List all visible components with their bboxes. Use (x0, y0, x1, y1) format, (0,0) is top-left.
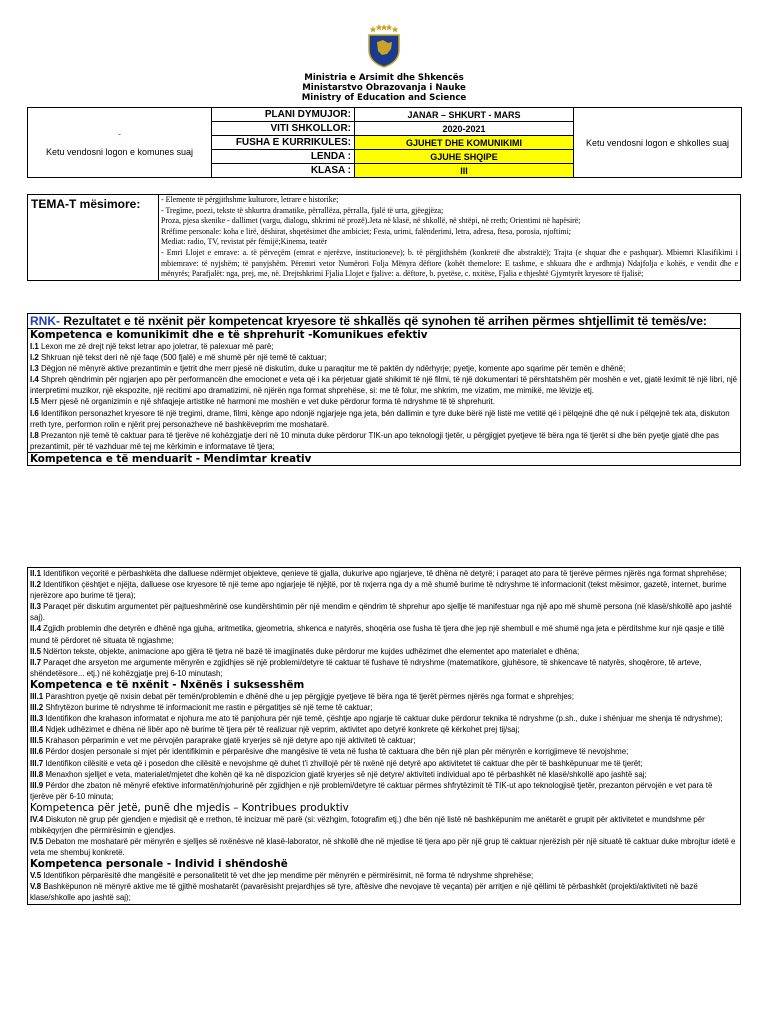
competence-heading: Kompetenca për jetë, punë dhe mjedis – Kontribues produktiv (30, 801, 349, 814)
outcome-text: Merr pjesë në organizimin e një shfaqjeje artistike në harmoni me moshën e vet duke përdorur forma të ndryshme të të shprehurit. (38, 397, 495, 407)
plan-info-table (27, 107, 742, 178)
outcome-item (30, 601, 738, 623)
rnk-prefix: RNK- (30, 314, 60, 328)
outcome-code: III.4 (30, 725, 44, 735)
outcome-text: Dëgjon në mënyrë aktive prezantimin e tjetrit dhe merr pjesë në diskutim, duke u paraqitur me të paktën dy ndërhyrje; pyetje, komente apo sqarime për temën e dhënë; (38, 364, 626, 374)
outcome-item (30, 396, 738, 407)
outcome-item (30, 769, 738, 780)
outcome-code: III.6 (30, 747, 44, 757)
outcome-item (30, 691, 738, 702)
outcome-item (30, 374, 738, 396)
outcome-code: II.7 (30, 657, 41, 667)
outcome-item (30, 870, 738, 881)
outcome-code: I.6 (30, 408, 39, 418)
school-logo-placeholder (574, 108, 742, 178)
curriculum-field-label: FUSHA E KURRIKULES: (212, 136, 355, 150)
outcome-text: Përdor dhe zbaton në mënyrë efektive informatën/njohurinë për zgjidhjen e një problemi/detyre të caktuar përmes shfrytëzimit të TIK-ut apo teknologjisë tjetër, prezanton përvojën e vet para të tjerëve për 6-10 minuta; (30, 780, 713, 801)
outcome-text: Përdor dosjen personale si mjet për identifikimin e përparësive dhe mangësive të veta në fusha të caktuara dhe bën një plan për mënyrën e korrigjimeve të nevojshme; (43, 747, 629, 757)
school-year-value: 2020-2021 (355, 122, 574, 136)
outcome-item (30, 814, 738, 836)
outcome-text: Debaton me moshatarë për mënyrën e sjelljes së nxënësve në klasë-laborator, në shkollë dhe në mjedise të tjera apo për një grup të caktuar njerëzish për një situatë të caktuar duke mbrojtur idetë e veta me shembuj konkretë. (30, 837, 736, 858)
outcome-item (30, 568, 738, 579)
rnk-text: Rezultatet e të nxënit për kompetencat kryesore të shkallës që synohen të arrihen përmes shtjellimit të temës/ve: (60, 314, 707, 328)
ministry-line-3: Ministry of Education and Science (301, 93, 467, 104)
outcome-code: II.1 (30, 569, 41, 578)
outcome-text: Parashtron pyetje që nxisin debat për temën/problemin e dhënë dhe u jep përgjigje pyetjeve të bëra nga të tjerët përmes njërës nga format e shprehjes; (43, 691, 574, 701)
outcome-code: III.9 (30, 780, 44, 790)
outcome-text: Identifikon veçoritë e përbashkëta dhe dalluese ndërmjet objekteve, qenieve të gjalla, dukurive apo ngjarjeve, të dhëna në detyrë; i paraqet ato para të tjerëve përmes njërës nga format shprehëse; (40, 569, 727, 578)
outcome-code: IV.4 (30, 814, 44, 824)
plan-period-label: PLANI DYMUJOR: (212, 108, 355, 122)
outcome-item (30, 780, 738, 802)
topics-content (159, 195, 741, 281)
outcome-code: II.3 (30, 602, 41, 612)
school-year-label: VITI SHKOLLOR: (212, 122, 355, 136)
outcome-code: III.2 (30, 703, 44, 713)
outcome-item (30, 646, 738, 657)
outcome-item (30, 881, 738, 903)
outcome-item (30, 702, 738, 713)
outcome-code: I.5 (30, 397, 39, 407)
competences-page-2 (27, 567, 741, 905)
competence-items (28, 870, 740, 903)
outcome-code: I.1 (30, 342, 39, 351)
topics-table (27, 194, 741, 281)
outcome-text: Shpreh qëndrimin për ngjarjen apo për performancën dhe emocionet e veta që i ka përjetuar gjatë shikimit të një filmi, të një dokumentari të përshtatshëm për moshën e vet, gjatë leximit të një libri, një interpretimi muzikor, një ekspozite, një recitimi apo dramatizimi, në njërën nga format shprehëse, si: me të folur, me shkrim, me vizatim, me mimikë, me lëvizje etj. (30, 375, 738, 396)
kosovo-emblem-icon (366, 24, 402, 68)
class-value: III (355, 164, 574, 178)
outcome-text: Ndjek udhëzimet e dhëna në libër apo në burime të tjera për të realizuar një veprim, aktivitet apo detyrë konkrete që kërkohet prej tij/saj; (43, 725, 520, 735)
outcome-text: Menaxhon sjelljet e veta, materialet/mjetet dhe kohën që ka në dispozicion gjatë kryerjes së një detyre/ aktiviteti individual apo të përbashkët në klasë/shkollë apo jashtë saj; (43, 769, 647, 779)
competence-items (28, 814, 740, 858)
outcome-item (30, 363, 738, 374)
outcome-item (30, 735, 738, 746)
competence-items (28, 341, 740, 452)
outcome-code: III.7 (30, 758, 44, 768)
curriculum-field-value: GJUHET DHE KOMUNIKIMI (355, 136, 574, 150)
outcome-text: Paraqet për diskutim argumentet për pajtueshmërinë ose kundërshtimin për një mendim e qëndrim të shprehur apo sjellje të manifestuar nga një apo më shumë persona (në klasë/shkollë apo jashtë saj). (30, 602, 732, 623)
outcome-code: I.8 (30, 430, 39, 440)
outcome-text: Zgjidh problemin dhe detyrën e dhënë nga gjuha, aritmetika, gjeometria, shkenca e natyrës, shoqëria ose fusha të tjera dhe jep një shembull e më shumë nga jeta e përditshme kur një qasje e tillë mund të përdoret në situata të ngjashme; (30, 624, 725, 645)
outcome-text: Paraqet dhe arsyeton me argumente mënyrën e zgjidhjes së një problemi/detyre të caktuar të fushave të ndryshme (matematikore, gjuhësore, të shkencave të natyrës, shoqërore, të arteve, shëndetësore... etj.) në kohëzgjatje prej 6-10 minutash; (30, 657, 702, 678)
outcome-code: III.8 (30, 769, 44, 779)
topic-line: Mediat: radio, TV, revistat për fëmijë;Kinema, teatër (161, 237, 328, 247)
outcome-text: Lexon me zë drejt një tekst letrar apo joletrar, të palexuar më parë; (38, 342, 274, 351)
outcome-text: Prezanton një temë të caktuar para të tjerëve në kohëzgjatje deri në 10 minuta duke përdorur TIK-un apo teknologji tjetër, u përgjigjet pyetjeve të bëra nga të tjerët si dhe bën pyetje gjatë dhe pas prezantimit, për të vazhduar më tej me kërkimin e informatave të tjera; (30, 430, 719, 451)
subject-label: LENDA : (212, 150, 355, 164)
competences-page-1 (27, 313, 741, 466)
outcome-code: I.4 (30, 375, 39, 385)
outcome-code: II.4 (30, 624, 41, 634)
outcome-item (30, 758, 738, 769)
ministry-line-2: Ministarstvo Obrazovanja i Nauke (302, 83, 466, 94)
municipality-logo-placeholder (28, 108, 212, 178)
outcome-text: Diskuton në grup për gjendjen e mjedisit që e rrethon, të incizuar më parë (si: vëzhgim, fotografim etj.) dhe bën një listë në bashkëpunim me anëtarët e grupit për aktivitetet e mundshme për mbikëqyrjen dhe përmirësimin e gjendjes. (30, 814, 705, 835)
outcome-text: Bashkëpunon në mënyrë aktive me të gjithë moshatarët (pavarësisht prejardhjes së tyre, aftësive dhe nevojave të veçanta) për arritjen e një qëllimi të përbashkët (projekti/aktiviteti në bazë klase/shkolle apo jashtë saj); (30, 882, 698, 903)
outcome-text: Krahason përparimin e vet me përvojën paraprake gjatë kryerjes së një detyre apo një aktiviteti të caktuar; (43, 736, 416, 746)
outcome-item (30, 746, 738, 757)
competence-items (28, 691, 740, 802)
outcome-code: I.3 (30, 364, 39, 374)
outcome-code: II.5 (30, 646, 41, 656)
competence-heading: Kompetenca e komunikimit dhe e të shprehurit -Komunikues efektiv (28, 328, 740, 341)
topic-line: Proza, pjesa skenike - dallimet (vargu, dialogu, shkrimi në prozë).Jeta në klasë, në shkollë, në shtëpi, në rreth; Orientimi në hapësirë; (161, 216, 581, 226)
subject-value: GJUHE SHQIPE (355, 150, 574, 164)
outcome-code: V.5 (30, 871, 42, 881)
plan-period-value: JANAR – SHKURT - MARS (355, 108, 574, 122)
outcome-item (30, 724, 738, 735)
ministry-header (0, 73, 768, 104)
outcome-item (30, 352, 738, 363)
outcome-code: I.2 (30, 353, 39, 363)
outcome-text: Identifikon dhe krahason informatat e njohura me ato të panjohura për një temë, çështje apo ngjarje të caktuar duke përdorur teknika të ndryshme (p.sh., duke i shënjuar me shenja të ndryshme); (43, 714, 723, 724)
outcome-item (30, 657, 738, 679)
learning-outcomes-heading (28, 313, 740, 328)
outcome-text: Identifikon cilësitë e veta që i posedon dhe cilësitë e nevojshme që duhet t'i zhvillojë për të nxënë një detyrë apo aktivitetet të caktuar dhe për të bashkëpunuar me të tjerët; (43, 758, 643, 768)
municipality-logo-text: Ketu vendosni logon e komunes suaj (45, 146, 194, 157)
placeholder-dash: - (118, 128, 121, 139)
topic-line: - Tregime, poezi, tekste të shkurtra dramatike, përrallëza, përralla, fjalë të urta, gjëegjëza; (161, 205, 444, 215)
outcome-text: Shfrytëzon burime të ndryshme të informacionit me rastin e përgatitjes së një teme të caktuar; (43, 703, 373, 713)
outcome-item (30, 408, 738, 430)
outcome-text: Identifikon përparësitë dhe mangësitë e personalitetit të vet dhe jep mendime për mënyrën e përmirësimit, në forma të ndryshme shprehëse; (41, 871, 534, 881)
outcome-item (30, 341, 738, 352)
outcome-text: Ndërton tekste, objekte, animacione apo gjëra të tjetra në bazë të imagjinatës duke përdorur me kujdes udhëzimet dhe elementet apo materialet e dhëna; (40, 646, 580, 656)
outcome-text: Identifikon çështjet e njëjta, dalluese ose kryesore të një teme apo ngjarjeje të njëjtë, por të nxjerra nga dy a më shumë burime të ndryshme të informacionit (tekst mësimor, gazetë, internet, burime njerëzore apo burime të tjera); (30, 580, 727, 601)
topic-line: Rrëfime personale: koha e lirë, dëshirat, shqetësimet dhe ambiciet; Festa, urimi, falënderimi, letra, adresa, ftesa, porosia, njoftimi; (161, 226, 571, 236)
outcome-code: II.2 (30, 580, 41, 590)
outcome-code: III.3 (30, 714, 44, 724)
outcome-item (30, 623, 738, 645)
competence-heading: Kompetenca personale - Individ i shëndoshë (30, 858, 288, 871)
outcome-code: IV.5 (30, 837, 44, 847)
competence-heading: Kompetenca e të nxënit - Nxënës i suksesshëm (30, 678, 305, 691)
outcome-item (30, 713, 738, 724)
outcome-text: Shkruan një tekst deri në një faqe (500 fjalë) e më shumë për një temë të caktuar; (38, 353, 327, 363)
school-logo-text: Ketu vendosni logon e shkolles suaj (585, 137, 730, 148)
outcome-code: III.5 (30, 736, 44, 746)
topic-line: - Emri Llojet e emrave: a. të përveçëm (emrat e njerëzve, institucioneve); b. të përgjithshëm (konkretë dhe abstraktë); Trajta (e shquar dhe e pashquar). Mbiemri Klasifikimi i mbiemrave: të nyjshëm; të panyjshëm. Përemri vetor Numërori Folja Mënyra dëftore (kohët themelore: E tashme, e shkuara dhe e ardhmja) Ndajfolja e kohës, e vendit dhe e mënyrës; Parafjalët: nga, prej, me, në. Drejtshkrimi Fjalia Llojet e fjalive: a. dëftore, b. pyetëse, c. nxitëse, Fjalia e thjeshtë Gjymtyrët kryesore të fjalisë; (161, 247, 738, 279)
topics-label: TEMA-T mësimore: (28, 195, 159, 281)
outcome-code: V.8 (30, 882, 42, 892)
ministry-line-1: Ministria e Arsimit dhe Shkencës (304, 73, 464, 83)
outcome-text: Identifikon personazhet kryesore të një tregimi, drame, filmi, kënge apo ndonjë ngjarjeje nga jeta, bën dallimin e tyre duke bërë një listë me vetitë që i pëlqejnë dhe që nuk i pëlqejnë tek ata, diskuton rreth tyre, performon rolin e njërit prej personazheve në bashkëveprim me moshatarë. (30, 408, 730, 429)
outcome-item (30, 579, 738, 601)
outcome-item (30, 836, 738, 858)
outcome-item (30, 430, 738, 452)
class-label: KLASA : (212, 164, 355, 178)
competence-heading: Kompetenca e të menduarit - Mendimtar kreativ (28, 452, 740, 465)
topic-line: - Elemente të përgjithshme kulturore, letrare e historike; (161, 195, 339, 204)
competence-items (28, 568, 740, 679)
outcome-code: III.1 (30, 691, 44, 701)
